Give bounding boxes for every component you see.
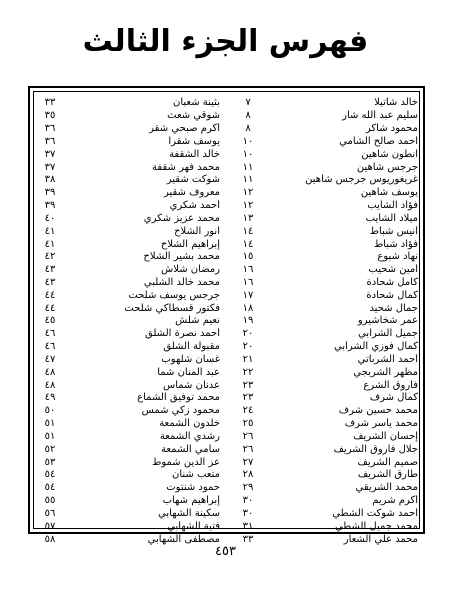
- entry-name: معروف شقير: [163, 187, 220, 199]
- entry-page: ١٤: [242, 225, 254, 237]
- entry-page: ٤٧: [44, 353, 56, 365]
- entry-page: ٣٠: [242, 507, 254, 519]
- index-entry: [228, 289, 418, 302]
- index-entry: [30, 418, 220, 431]
- index-entry: [228, 200, 418, 213]
- index-column-right: [228, 97, 418, 546]
- index-entry: [30, 187, 220, 200]
- entry-name: جميل الشرابي: [358, 328, 418, 340]
- index-entry: [228, 110, 418, 123]
- entry-page: ٢٠: [242, 341, 254, 353]
- entry-name: يوسف شاهين: [360, 187, 418, 199]
- index-entry: [30, 97, 220, 110]
- entry-name: غريغوريوس جرجس شاهين: [305, 174, 418, 186]
- entry-page: ٢٦: [242, 443, 254, 455]
- entry-name: رشدي الشمعة: [159, 430, 220, 442]
- entry-name: أمين شحيب: [368, 264, 418, 276]
- index-entry: [228, 495, 418, 508]
- index-entry: [228, 161, 418, 174]
- index-entry: [30, 212, 220, 225]
- entry-name: طارق الشريف: [357, 469, 418, 481]
- index-entry: [228, 341, 418, 354]
- index-entry: [30, 289, 220, 302]
- entry-page: ٣٨: [44, 174, 56, 186]
- entry-name: فاروق الشرع: [363, 379, 418, 391]
- index-entry: [30, 315, 220, 328]
- entry-page: ٨: [245, 110, 251, 122]
- entry-name: إحسان الشريف: [353, 430, 418, 442]
- entry-page: ٢٧: [242, 456, 254, 468]
- entry-page: ٣٦: [44, 135, 56, 147]
- entry-page: ١٤: [242, 238, 254, 250]
- entry-page: ٣١: [242, 520, 254, 532]
- entry-name: نعيم شلش: [175, 315, 220, 327]
- entry-page: ٤٠: [44, 212, 56, 224]
- entry-name: ميلاد الشايب: [365, 212, 418, 224]
- entry-page: ٥١: [44, 418, 56, 430]
- index-entry: [30, 354, 220, 367]
- entry-name: فؤاد شباط: [373, 238, 418, 250]
- entry-name: جمال شحيد: [369, 302, 418, 314]
- entry-name: أنور الشلاح: [174, 225, 220, 237]
- entry-name: محمد بشير الشلاح: [143, 251, 220, 263]
- entry-page: ١٦: [242, 264, 254, 276]
- index-entry: [30, 443, 220, 456]
- index-entry: [30, 341, 220, 354]
- entry-page: ٣٩: [44, 187, 56, 199]
- entry-page: ٣٦: [44, 123, 56, 135]
- index-entry: [228, 328, 418, 341]
- index-entry: [228, 135, 418, 148]
- entry-page: ٣٩: [44, 200, 56, 212]
- index-entry: [30, 110, 220, 123]
- page-number: ٤٥٣: [215, 544, 236, 559]
- entry-page: ٢٣: [242, 379, 254, 391]
- index-entry: [228, 315, 418, 328]
- entry-name: كمال فوزي الشرابي: [334, 341, 418, 353]
- entry-page: ١٩: [242, 315, 254, 327]
- entry-page: ٨: [245, 123, 251, 135]
- entry-name: محمد جميل الشطي: [334, 520, 418, 532]
- entry-page: ٢٤: [242, 405, 254, 417]
- entry-page: ٤٣: [44, 264, 56, 276]
- entry-page: ١٥: [242, 251, 254, 263]
- entry-name: سليم عبد الله شار: [342, 110, 418, 122]
- entry-name: صميم الشريف: [357, 456, 418, 468]
- entry-page: ٤١: [44, 225, 56, 237]
- entry-name: محمود شاكر: [365, 123, 418, 135]
- entry-page: ٣٥: [44, 110, 56, 122]
- entry-page: ١٠: [242, 148, 254, 160]
- entry-page: ٤٤: [44, 302, 56, 314]
- entry-name: عدنان شماس: [163, 379, 220, 391]
- entry-page: ٢٨: [242, 469, 254, 481]
- entry-page: ٣٠: [242, 495, 254, 507]
- entry-name: متعب شنان: [172, 469, 220, 481]
- index-column-left: [30, 97, 220, 546]
- entry-page: ١٢: [242, 200, 254, 212]
- entry-name: كمال شرف: [369, 392, 418, 404]
- index-entry: [228, 123, 418, 136]
- entry-name: محمد فهر شقفة: [152, 161, 220, 173]
- entry-page: ٤٥: [44, 315, 56, 327]
- index-entry: [228, 392, 418, 405]
- entry-page: ٤٨: [44, 379, 56, 391]
- entry-name: أكرم شريم: [372, 495, 418, 507]
- entry-page: ٤١: [44, 238, 56, 250]
- index-entry: [30, 508, 220, 521]
- entry-name: كمال شحادة: [366, 289, 418, 301]
- index-entry: [228, 97, 418, 110]
- entry-name: خلدون الشمعة: [159, 418, 220, 430]
- entry-name: مقبولة الشلق: [163, 341, 220, 353]
- entry-page: ١٦: [242, 277, 254, 288]
- entry-name: رمضان شلاش: [161, 264, 220, 276]
- index-entry: [30, 328, 220, 341]
- index-entry: [30, 251, 220, 264]
- entry-page: ٥٤: [44, 482, 56, 494]
- index-entry: [228, 482, 418, 495]
- entry-name: خالد شاتيلا: [374, 97, 418, 109]
- entry-page: ٥٧: [44, 520, 56, 532]
- entry-page: ١٨: [242, 302, 254, 314]
- index-entry: [228, 405, 418, 418]
- entry-name: غسان شلهوب: [161, 353, 220, 365]
- entry-name: أكرم صبحي شقر: [149, 123, 220, 135]
- entry-page: ٣٣: [242, 533, 254, 545]
- entry-name: جرجس يوسف شلحت: [128, 289, 220, 301]
- entry-name: فتية الشهابي: [167, 520, 220, 532]
- entry-name: عمر شخاشيرو: [357, 315, 418, 327]
- entry-page: ٤٦: [44, 328, 56, 340]
- entry-name: محمد توفيق الشماع: [137, 392, 220, 404]
- index-entry: [30, 366, 220, 379]
- entry-name: عبد المنان شما: [157, 366, 220, 378]
- index-entry: [30, 495, 220, 508]
- index-entry: [30, 379, 220, 392]
- entry-name: محمد ياسر شرف: [344, 418, 418, 430]
- index-entry: [228, 187, 418, 200]
- index-entry: [30, 200, 220, 213]
- index-entry: [228, 354, 418, 367]
- entry-page: ٥٣: [44, 456, 56, 468]
- index-entry: [228, 418, 418, 431]
- entry-name: محمد خالد الشلبي: [143, 277, 220, 288]
- index-entry: [228, 148, 418, 161]
- index-entry: [228, 277, 418, 290]
- index-entry: [30, 174, 220, 187]
- entry-name: نهاد شبوع: [377, 251, 418, 263]
- entry-name: سكينة الشهابي: [158, 507, 220, 519]
- entry-name: أحمد الشرباتي: [357, 353, 418, 365]
- index-entry: [228, 251, 418, 264]
- entry-page: ٣٧: [44, 148, 56, 160]
- entry-name: فؤاد الشايب: [367, 200, 418, 212]
- index-entry: [30, 469, 220, 482]
- entry-page: ٢٣: [242, 392, 254, 404]
- entry-name: سامي الشمعة: [160, 443, 220, 455]
- entry-name: عز الدين شموط: [152, 456, 220, 468]
- index-entry: [30, 135, 220, 148]
- entry-name: أنيس شباط: [369, 225, 418, 237]
- page-title: فهرس الجزء الثالث: [82, 24, 369, 59]
- entry-page: ١٢: [242, 187, 254, 199]
- entry-name: جلال فاروق الشريف: [333, 443, 418, 455]
- entry-page: ٧: [245, 97, 251, 109]
- entry-name: فكتور قسطاكي شلحت: [124, 302, 220, 314]
- entry-page: ١١: [242, 174, 254, 186]
- index-entry: [30, 123, 220, 136]
- index-entry: [228, 520, 418, 533]
- index-entry: [228, 508, 418, 521]
- index-entry: [228, 238, 418, 251]
- index-entry: [228, 212, 418, 225]
- entry-name: انطون شاهين: [361, 148, 418, 160]
- index-entry: [30, 225, 220, 238]
- entry-page: ٥١: [44, 430, 56, 442]
- entry-name: خالد الشقفة: [169, 148, 220, 160]
- entry-page: ٥٠: [44, 405, 56, 417]
- index-entry: [30, 405, 220, 418]
- index-entry: [228, 302, 418, 315]
- index-entry: [228, 379, 418, 392]
- entry-page: ٤٤: [44, 289, 56, 301]
- entry-name: حمود شنتوت: [166, 482, 220, 494]
- entry-name: جرجس شاهين: [356, 161, 418, 173]
- entry-name: محمد الشريقي: [355, 482, 418, 494]
- index-entry: [30, 456, 220, 469]
- entry-name: يوسف شقرا: [168, 135, 220, 147]
- entry-page: ٤٩: [44, 392, 56, 404]
- entry-page: ٥٥: [44, 495, 56, 507]
- entry-name: أحمد شوكت الشطي: [332, 507, 418, 519]
- entry-name: شوكت شقير: [166, 174, 220, 186]
- index-entry: [228, 366, 418, 379]
- entry-page: ٥٢: [44, 443, 56, 455]
- entry-name: بثينة شعبان: [173, 97, 220, 109]
- index-entry: [228, 264, 418, 277]
- entry-page: ٤٣: [44, 277, 56, 288]
- entry-name: أحمد شكري: [169, 200, 220, 212]
- entry-page: ٤٢: [44, 251, 56, 263]
- entry-page: ٥٦: [44, 507, 56, 519]
- entry-page: ١٣: [242, 212, 254, 224]
- index-entry: [30, 520, 220, 533]
- index-entry: [30, 302, 220, 315]
- entry-name: كامل شحادة: [366, 277, 418, 288]
- index-entry: [228, 431, 418, 444]
- entry-page: ٢٥: [242, 418, 254, 430]
- entry-name: مظهر الشربجي: [353, 366, 418, 378]
- index-entry: [228, 174, 418, 187]
- entry-page: ٢٠: [242, 328, 254, 340]
- index-entry: [30, 482, 220, 495]
- entry-page: ٤٨: [44, 366, 56, 378]
- index-entry: [228, 469, 418, 482]
- index-entry: [228, 456, 418, 469]
- index-entry: [30, 392, 220, 405]
- entry-page: ٥٤: [44, 469, 56, 481]
- entry-name: مصطفى الشهابي: [147, 533, 220, 545]
- entry-page: ٥٨: [44, 533, 56, 545]
- entry-page: ١١: [242, 161, 254, 173]
- index-entry: [30, 277, 220, 290]
- entry-name: محمد عزيز شكري: [143, 212, 220, 224]
- entry-page: ٣٧: [44, 161, 56, 173]
- entry-name: أحمد نصرة الشلق: [145, 328, 220, 340]
- entry-page: ١٧: [242, 289, 254, 301]
- index-entry: [30, 264, 220, 277]
- index-entry: [30, 238, 220, 251]
- entry-name: شوقي شعث: [167, 110, 220, 122]
- entry-name: محمود زكي شمس: [141, 405, 220, 417]
- entry-name: محمد علي الشعار: [343, 533, 418, 545]
- entry-name: إبراهيم الشلاح: [160, 238, 220, 250]
- index-entry: [30, 148, 220, 161]
- entry-name: إبراهيم شهاب: [162, 495, 220, 507]
- entry-page: ٣٣: [44, 97, 56, 109]
- entry-page: ١٠: [242, 135, 254, 147]
- entry-name: محمد حسين شرف: [338, 405, 418, 417]
- entry-page: ٢٦: [242, 430, 254, 442]
- index-entry: [30, 431, 220, 444]
- entry-page: ٢١: [242, 353, 254, 365]
- index-entry: [228, 443, 418, 456]
- entry-page: ٢٢: [242, 366, 254, 378]
- entry-page: ٢٩: [242, 482, 254, 494]
- entry-name: أحمد صالح الشامي: [339, 135, 418, 147]
- index-entry: [30, 161, 220, 174]
- entry-page: ٤٦: [44, 341, 56, 353]
- index-entry: [228, 225, 418, 238]
